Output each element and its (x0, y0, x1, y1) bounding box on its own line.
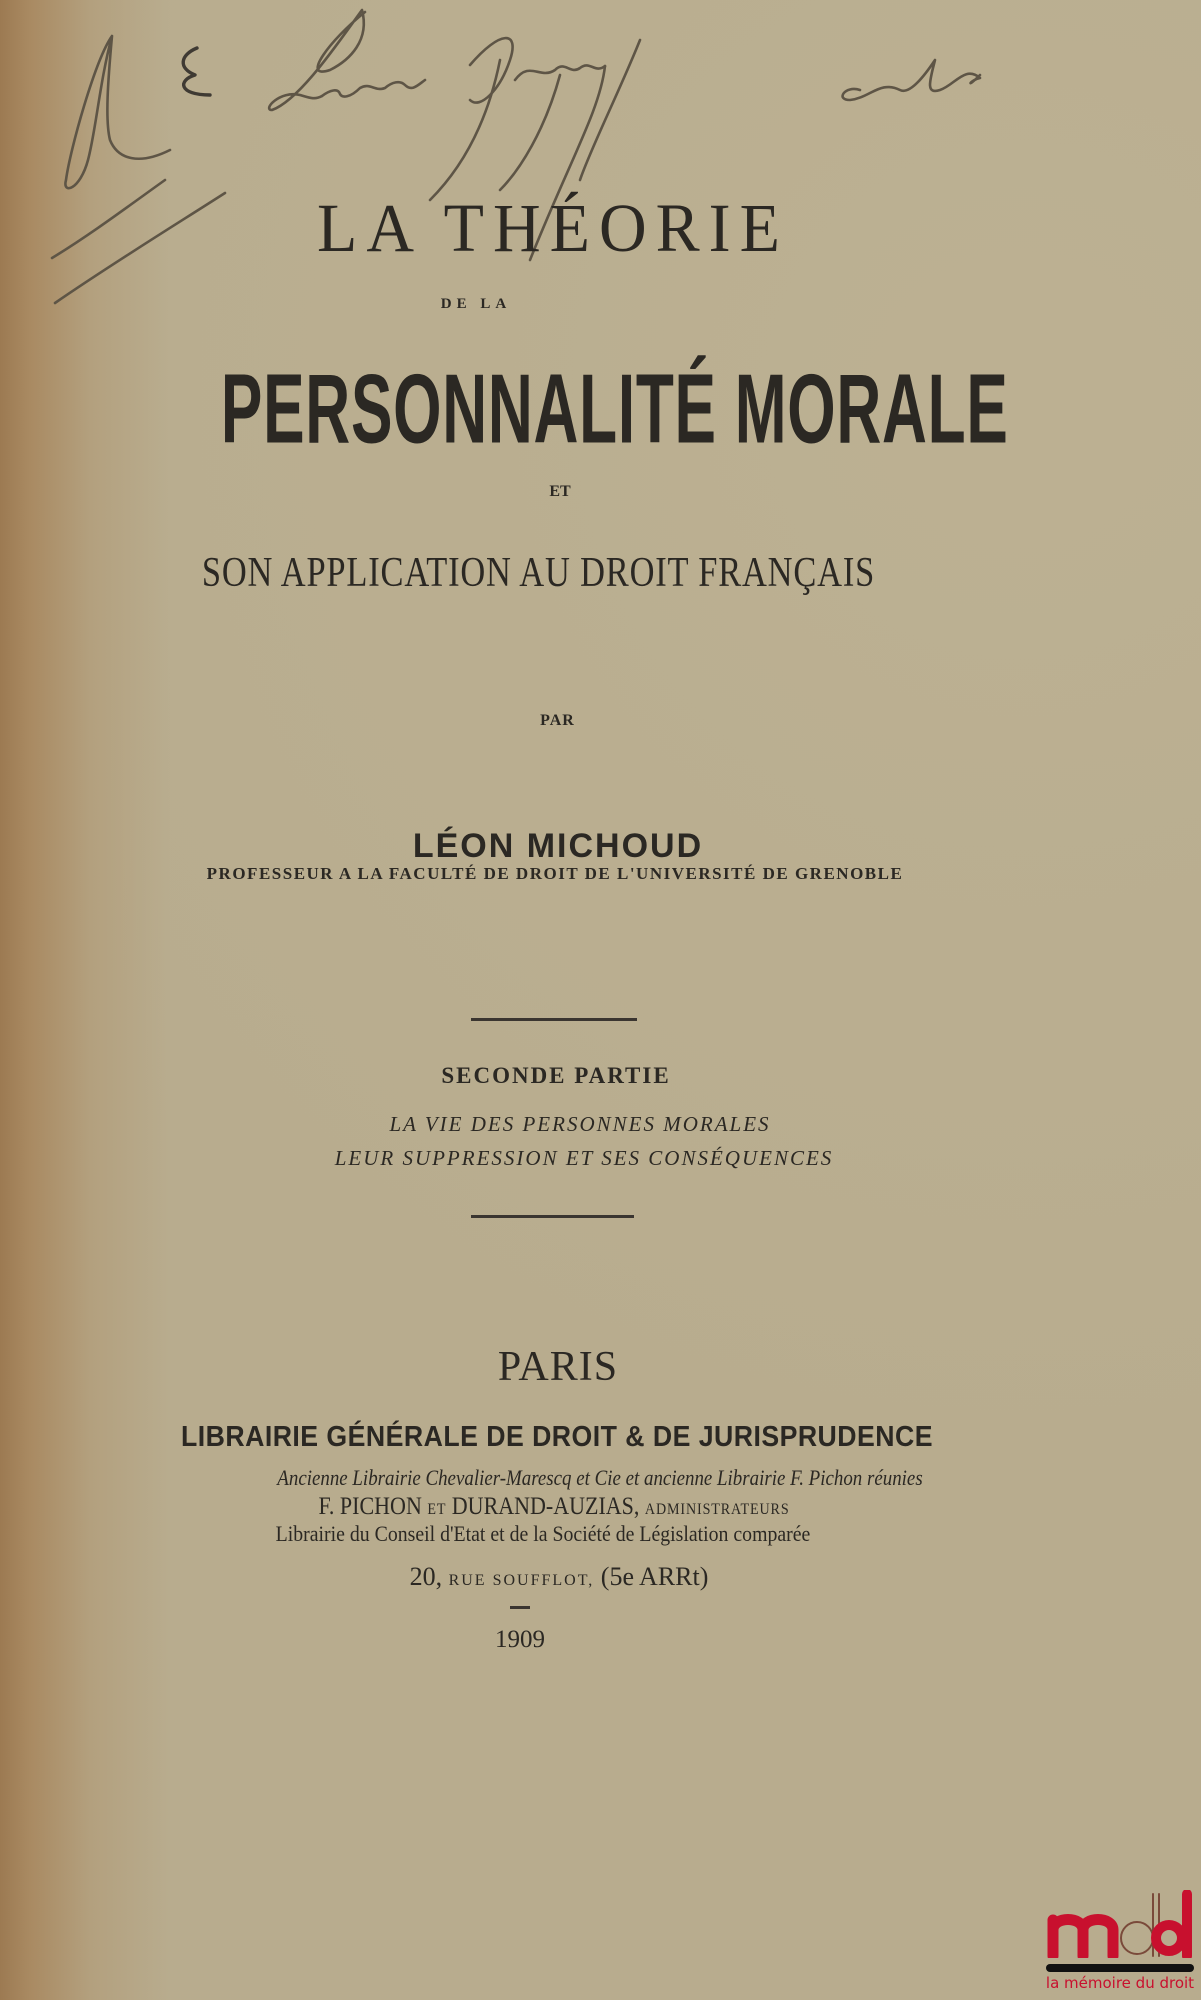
imprint-year: 1909 (495, 1626, 545, 1653)
mdd-watermark-logo (1040, 1890, 1200, 2000)
byline-par: PAR (540, 712, 575, 729)
part-subtitle-line1: LA VIE DES PERSONNES MORALES (389, 1112, 771, 1136)
divider-bottom (471, 1215, 634, 1218)
title-personnalite-morale: PERSONNALITÉ MORALE (220, 353, 1009, 464)
administrator-durand-auzias: DURAND-AUZIAS, (451, 1493, 640, 1520)
author-affiliation: PROFESSEUR A LA FACULTÉ DE DROIT DE L'UNIVERSITÉ DE GRENOBLE (206, 864, 904, 883)
mdd-logo-bar (1046, 1964, 1194, 1972)
author-name: LÉON MICHOUD (412, 827, 704, 865)
imprint-address (392, 1562, 726, 1592)
title-de-la: DE LA (440, 296, 512, 312)
title-et: ET (549, 483, 571, 500)
imprint-city: PARIS (497, 1344, 619, 1390)
administrators-et: ET (427, 1501, 447, 1518)
part-heading: SECONDE PARTIE (441, 1063, 671, 1088)
handwriting-strokes (0, 0, 1201, 330)
imprint-administrators (297, 1493, 811, 1521)
divider-top (471, 1018, 637, 1021)
imprint-former-names: Ancienne Librairie Chevalier-Marescq et Cie et ancienne Librairie F. Pichon réunies (277, 1465, 923, 1490)
administrators-role: ADMINISTRATEURS (644, 1501, 790, 1518)
title-la-theorie: LA THÉORIE (317, 190, 789, 267)
address-street: RUE SOUFFLOT, (448, 1572, 595, 1589)
title-son-application: SON APPLICATION AU DROIT FRANÇAIS (201, 550, 876, 596)
imprint-publisher: LIBRAIRIE GÉNÉRALE DE DROIT & DE JURISPRUDENCE (181, 1421, 933, 1453)
address-number: 20, (409, 1562, 443, 1591)
mdd-tagline: la mémoire du droit (1045, 1974, 1195, 1992)
mdd-logo-icon (1045, 1890, 1195, 1958)
imprint-conseil: Librairie du Conseil d'Etat et de la Société de Législation comparée (275, 1521, 811, 1546)
handwritten-inscription (0, 0, 1201, 330)
part-subtitle-line2: LEUR SUPPRESSION ET SES CONSÉQUENCES (334, 1146, 834, 1170)
administrator-pichon: F. PICHON (318, 1493, 422, 1520)
year-dash (510, 1606, 530, 1609)
address-arrondissement: (5e ARRt) (600, 1562, 709, 1591)
